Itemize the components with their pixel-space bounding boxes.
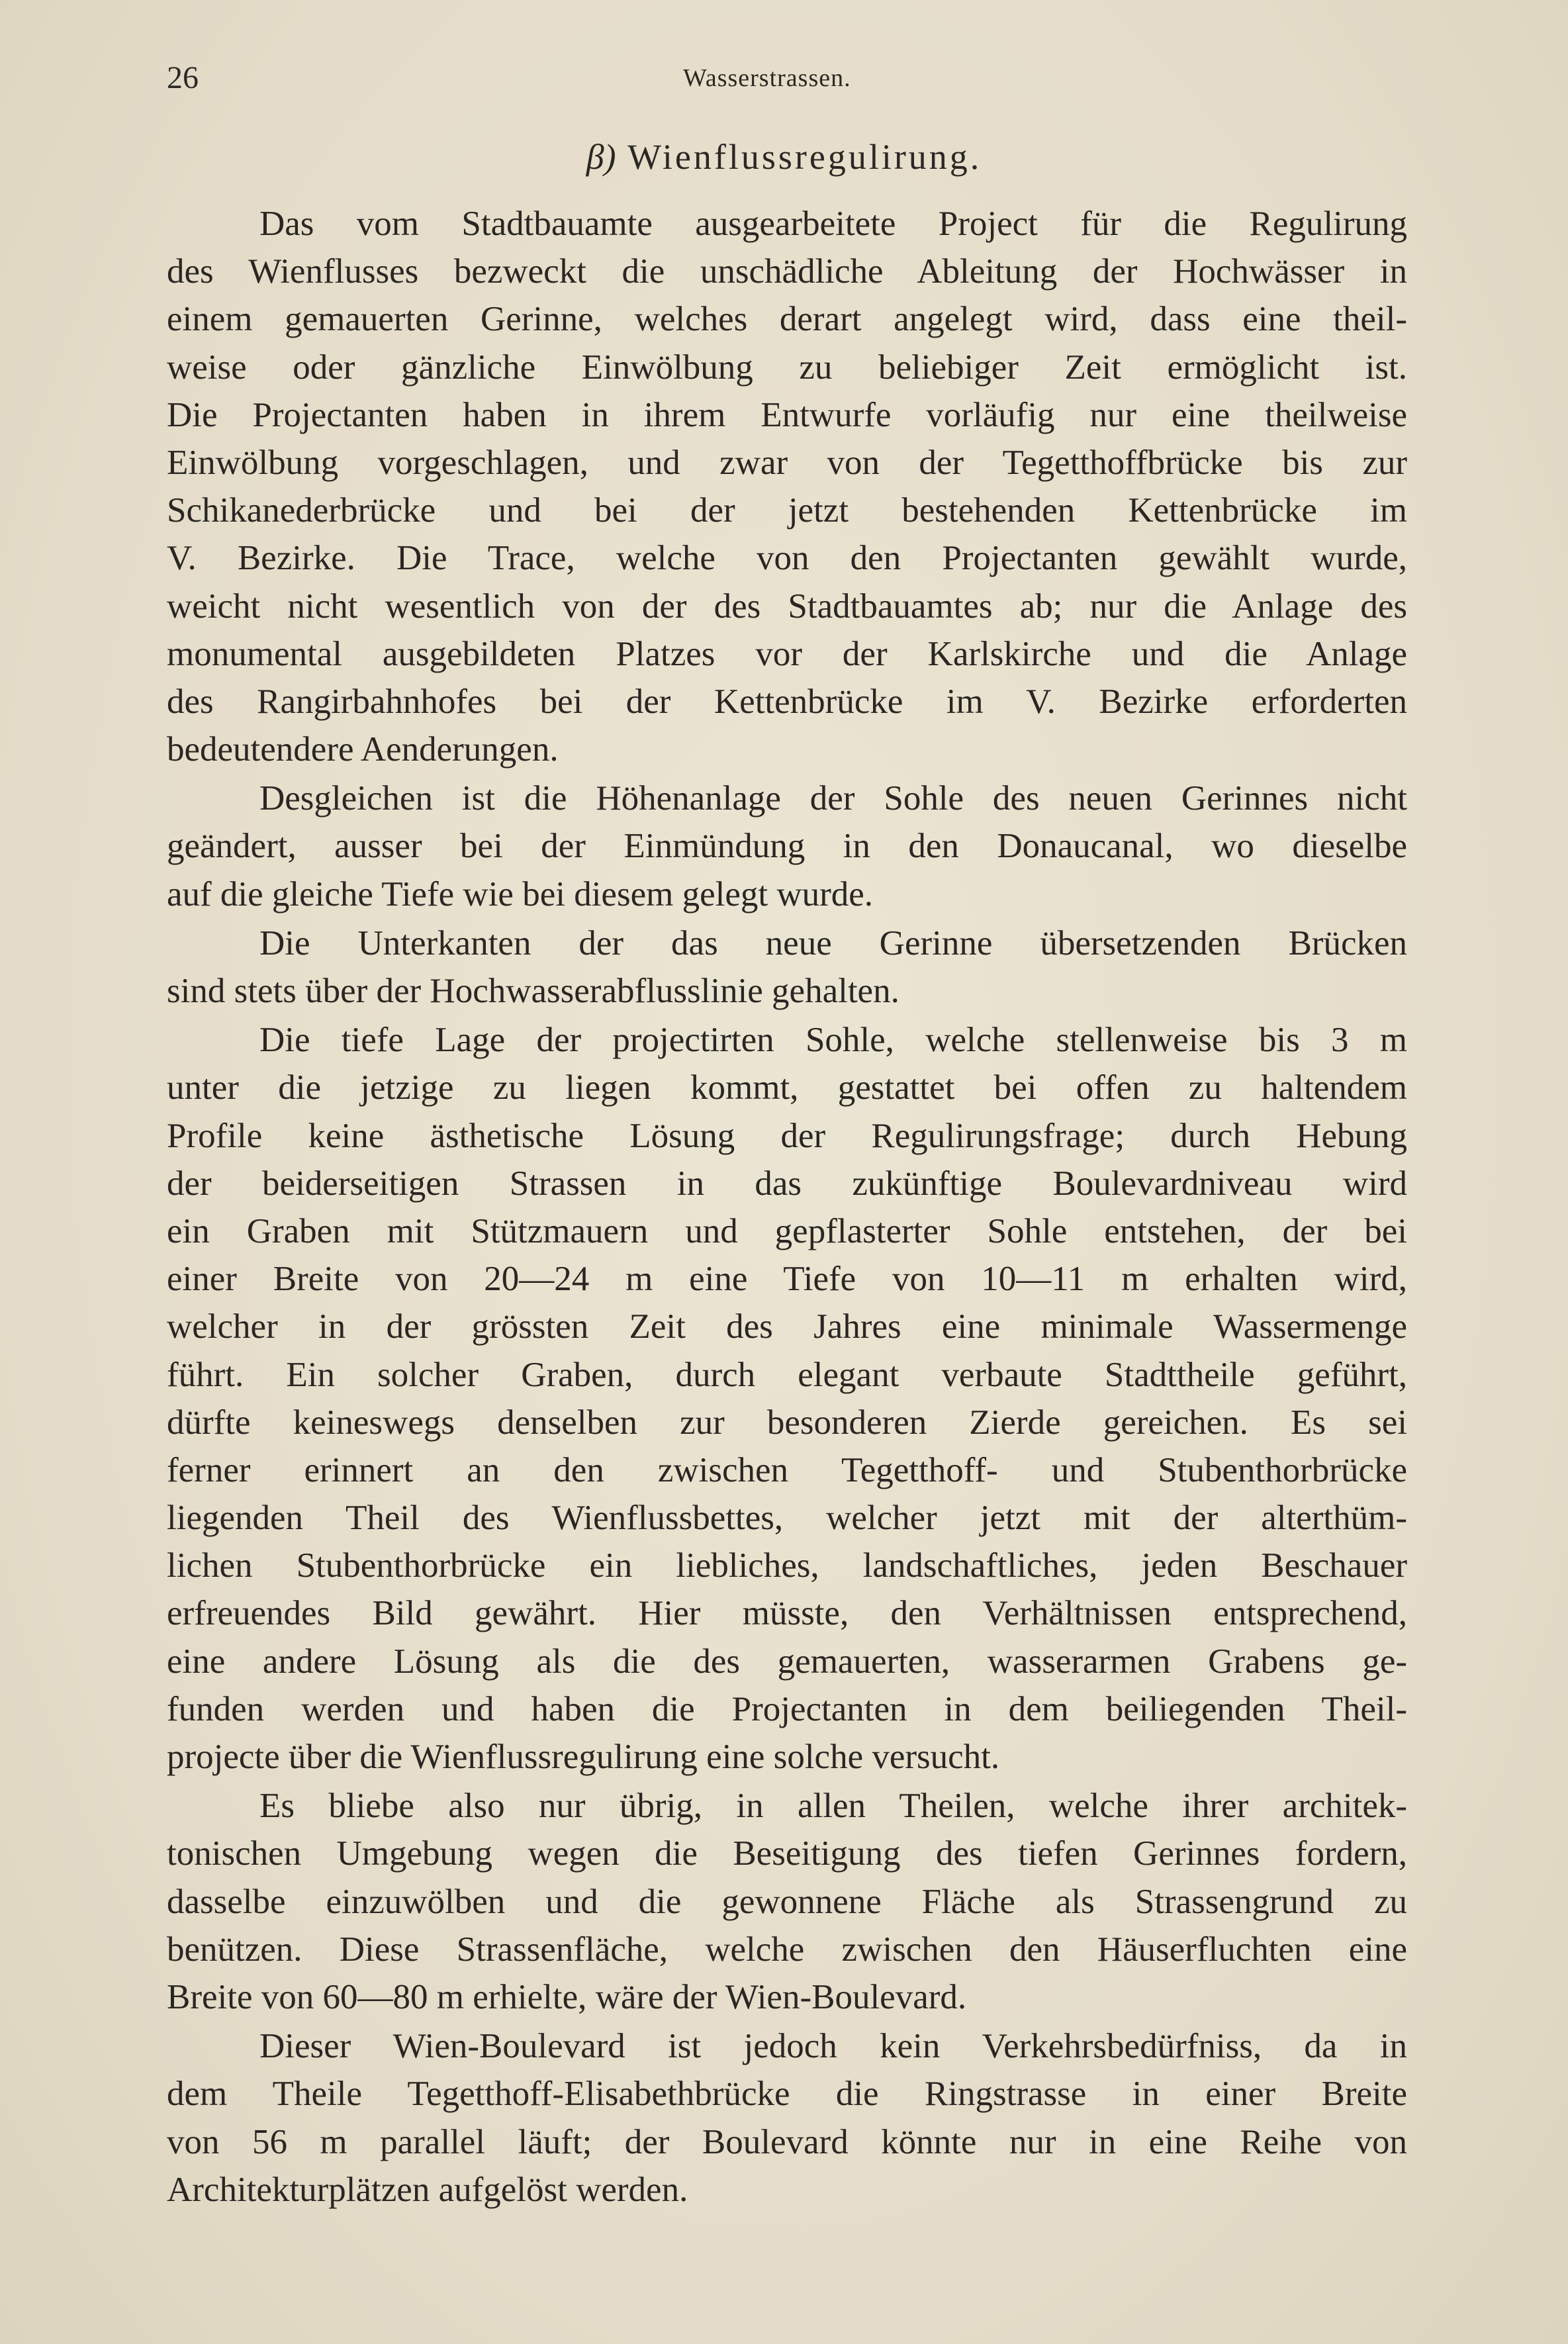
- text-line: Schikanederbrücke und bei der jetzt bestehenden Kettenbrücke im: [167, 491, 1407, 530]
- paragraph: [167, 2022, 1407, 2214]
- page-number: 26: [167, 60, 199, 95]
- text-line: dasselbe einzuwölben und die gewonnene Fläche als Strassengrund zu: [167, 1882, 1407, 1921]
- text-line: der beiderseitigen Strassen in das zukünftige Boulevardniveau wird: [167, 1164, 1407, 1203]
- text-line: ferner erinnert an den zwischen Tegetthoff- und Stubenthorbrücke: [167, 1450, 1407, 1489]
- text-line: monumental ausgebildeten Platzes vor der Karlskirche und die Anlage: [167, 634, 1407, 673]
- text-line: tonischen Umgebung wegen die Beseitigung des tiefen Gerinnes fordern,: [167, 1834, 1407, 1873]
- text-line: weise oder gänzliche Einwölbung zu beliebiger Zeit ermöglicht ist.: [167, 348, 1407, 387]
- section-marker: β): [586, 137, 616, 177]
- text-line: Einwölbung vorgeschlagen, und zwar von der Tegetthoffbrücke bis zur: [167, 443, 1407, 482]
- text-line: bedeutendere Aenderungen.: [167, 730, 559, 769]
- text-line: Die Projectanten haben in ihrem Entwurfe vorläufig nur eine theilweise: [167, 395, 1407, 434]
- text-line: V. Bezirke. Die Trace, welche von den Projectanten gewählt wurde,: [167, 539, 1407, 578]
- text-line: Das vom Stadtbauamte ausgearbeitete Project für die Regulirung: [259, 205, 1407, 243]
- paragraph: [167, 1782, 1407, 2021]
- text-line: führt. Ein solcher Graben, durch elegant verbaute Stadttheile geführt,: [167, 1355, 1407, 1394]
- text-line: funden werden und haben die Projectanten in dem beiliegenden Theil-: [167, 1689, 1407, 1728]
- text-line: welcher in der grössten Zeit des Jahres eine minimale Wassermenge: [167, 1307, 1407, 1346]
- section-title-text: Wienflussregulirung.: [627, 137, 982, 177]
- text-line: lichen Stubenthorbrücke ein liebliches, landschaftliches, jeden Beschauer: [167, 1546, 1407, 1585]
- paragraph: [167, 200, 1407, 773]
- text-line: einem gemauerten Gerinne, welches derart angelegt wird, dass eine theil-: [167, 300, 1407, 339]
- text-line: Architekturplätzen aufgelöst werden.: [167, 2170, 688, 2209]
- text-line: eine andere Lösung als die des gemauerten, wasserarmen Grabens ge-: [167, 1642, 1407, 1681]
- text-line: Die Unterkanten der das neue Gerinne übersetzenden Brücken: [259, 923, 1407, 962]
- text-line: auf die gleiche Tiefe wie bei diesem gelegt wurde.: [167, 874, 874, 914]
- paragraph: [167, 774, 1407, 918]
- text-line: benützen. Diese Strassenfläche, welche zwischen den Häuserfluchten eine: [167, 1930, 1407, 1969]
- text-line: Desgleichen ist die Höhenanlage der Sohle des neuen Gerinnes nicht: [259, 779, 1407, 818]
- text-line: Die tiefe Lage der projectirten Sohle, welche stellenweise bis 3 m: [259, 1021, 1407, 1060]
- text-line: liegenden Theil des Wienflussbettes, welcher jetzt mit der alterthüm-: [167, 1499, 1407, 1538]
- text-line: Profile keine ästhetische Lösung der Regulirungsfrage; durch Hebung: [167, 1116, 1407, 1155]
- paragraph: [167, 919, 1407, 1015]
- text-line: einer Breite von 20—24 m eine Tiefe von 10—11 m erhalten wird,: [167, 1260, 1407, 1299]
- running-head: Wasserstrassen.: [683, 64, 851, 92]
- text-line: Breite von 60—80 m erhielte, wäre der Wien-Boulevard.: [167, 1977, 967, 2016]
- text-line: von 56 m parallel läuft; der Boulevard könnte nur in eine Reihe von: [167, 2122, 1407, 2161]
- paragraph: [167, 1016, 1407, 1781]
- body-text: [167, 200, 1407, 2215]
- text-line: unter die jetzige zu liegen kommt, gestattet bei offen zu haltendem: [167, 1068, 1407, 1107]
- text-line: des Wienflusses bezweckt die unschädliche Ableitung der Hochwässer in: [167, 252, 1407, 291]
- text-line: dürfte keineswegs denselben zur besonderen Zierde gereichen. Es sei: [167, 1403, 1407, 1442]
- text-line: projecte über die Wienflussregulirung eine solche versucht.: [167, 1738, 1000, 1776]
- text-line: Dieser Wien-Boulevard ist jedoch kein Verkehrsbedürfniss, da in: [259, 2027, 1407, 2066]
- text-line: geändert, ausser bei der Einmündung in den Donaucanal, wo dieselbe: [167, 827, 1407, 866]
- text-line: erfreuendes Bild gewährt. Hier müsste, den Verhältnissen entsprechend,: [167, 1594, 1407, 1633]
- text-line: dem Theile Tegetthoff-Elisabethbrücke die Ringstrasse in einer Breite: [167, 2075, 1407, 2114]
- text-line: ein Graben mit Stützmauern und gepflasterter Sohle entstehen, der bei: [167, 1211, 1407, 1250]
- text-line: Es bliebe also nur übrig, in allen Theilen, welche ihrer architek-: [259, 1787, 1407, 1826]
- text-line: weicht nicht wesentlich von der des Stadtbauamtes ab; nur die Anlage des: [167, 586, 1407, 626]
- text-line: des Rangirbahnhofes bei der Kettenbrücke im V. Bezirke erforderten: [167, 682, 1407, 721]
- section-title: [0, 134, 1568, 180]
- text-line: sind stets über der Hochwasserabflusslinie gehalten.: [167, 972, 899, 1010]
